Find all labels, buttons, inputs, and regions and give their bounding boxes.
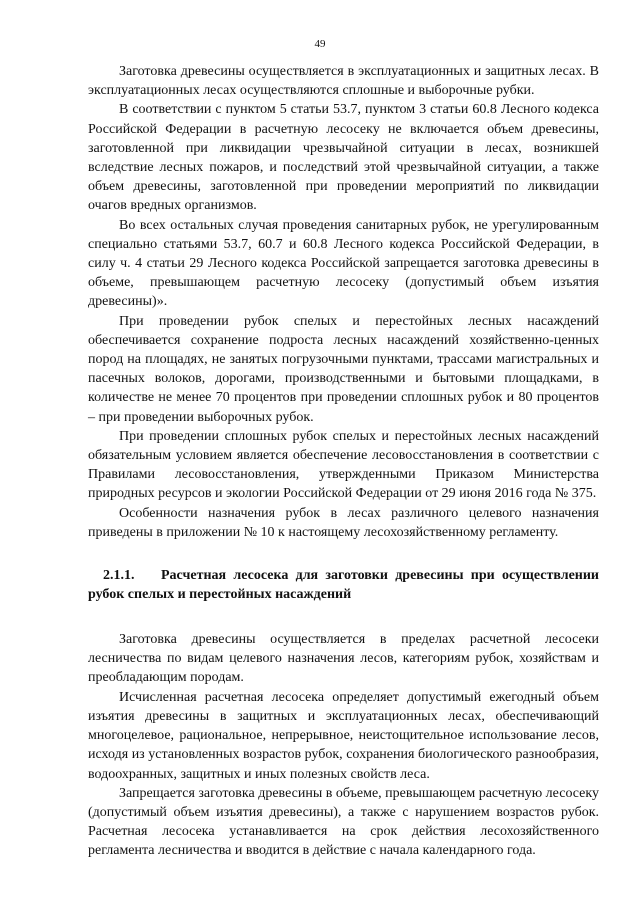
paragraph: Заготовка древесины осуществляется в пределах расчетной лесосеки лесничества по видам целевого назначения лесов, категориям рубок, хозяйствам и преобладающим породам. [88,632,599,686]
paragraph: Заготовка древесины осуществляется в эксплуатационных и защитных лесах. В эксплуатационных лесах осуществляются сплошные и выборочные рубки. [88,64,599,99]
section-heading [88,566,599,604]
page-number: 49 [314,38,326,50]
document-body [88,62,599,861]
section-title: Расчетная лесосека для заготовки древесины при осуществлении рубок спелых и перестойных насаждений [88,568,599,603]
paragraph: В соответствии с пунктом 5 статьи 53.7, пунктом 3 статьи 60.8 Лесного кодекса Российской Федерации в расчетную лесосеку не включается объем древесины, заготовленной при ликвидации чрезвычайной ситуации в лесах, возникшей вследствие лесных пожаров, и последствий этой чрезвычайной ситуации, а также объем древесины, заготовленной при проведении мероприятий по ликвидации очагов вредных организмов. [88,102,599,214]
section-number: 2.1.1. [103,568,135,584]
paragraph: Во всех остальных случая проведения санитарных рубок, не урегулированным специально статьями 53.7, 60.7 и 60.8 Лесного кодекса Российской Федерации, в силу ч. 4 статьи 29 Лесного кодекса Российской запрещается заготовка древесины в объеме, превышающем расчетную лесосеку (допустимый объем изъятия древесины)». [88,217,599,310]
paragraph: Исчисленная расчетная лесосека определяет допустимый ежегодный объем изъятия древесины в защитных и эксплуатационных лесах, обеспечивающий многоцелевое, рациональное, непрерывное, неистощительное использование лесов, исходя из установленных возрастов рубок, сохранения биологического разнообразия, водоохранных, защитных и иных полезных свойств леса. [88,689,599,782]
paragraph: Запрещается заготовка древесины в объеме, превышающем расчетную лесосеку (допустимый объем изъятия древесины), а также с нарушением возрастов рубок. Расчетная лесосека устанавливается на срок действия лесохозяйственного регламента лесничества и вводится в действие с начала календарного года. [88,785,599,859]
paragraph: При проведении сплошных рубок спелых и перестойных лесных насаждений обязательным условием является обеспечение лесовосстановления в соответствии с Правилами лесовосстановления, утвержденными Приказом Министерства природных ресурсов и экологии Российской Федерации от 29 июня 2016 года № 375. [88,428,599,502]
paragraph: Особенности назначения рубок в лесах различного целевого назначения приведены в приложении № 10 к настоящему лесохозяйственному регламенту. [88,505,599,540]
paragraph: При проведении рубок спелых и перестойных лесных насаждений обеспечивается сохранение подроста леcных насаждений хозяйственно-ценных пород на площадях, не занятых погрузочными пунктами, трассами магистральных и пасечных волоков, дорогами, производственными и бытовыми площадками, в количестве не менее 70 процентов при проведении сплошных рубок и 80 процентов – при проведении выборочных рубок. [88,313,599,425]
